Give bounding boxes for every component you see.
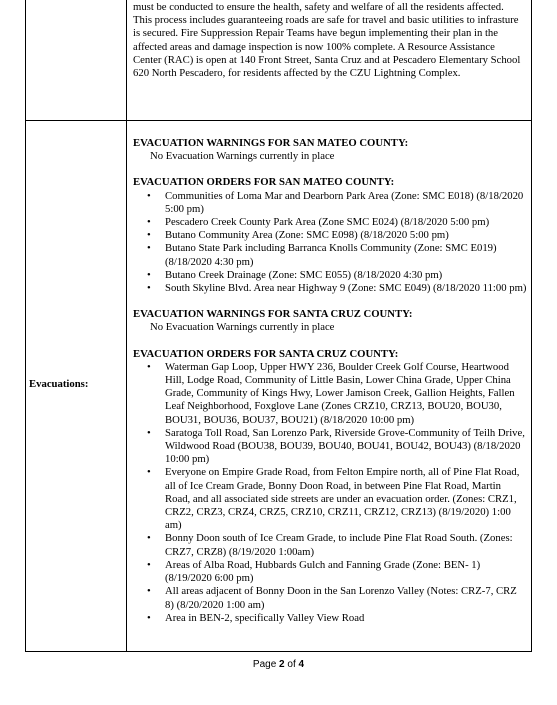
bullet-icon: • [147,558,151,571]
bullet-icon: • [147,189,151,202]
list-item: • Communities of Loma Mar and Dearborn Park Area (Zone: SMC E018) (8/18/2020 5:00 pm) [147,189,524,215]
current-page-number: 2 [279,659,285,670]
evacuations-label: Evacuations: [29,378,89,390]
bullet-icon: • [147,268,151,281]
bullet-icon: • [147,216,151,229]
scc-warnings-heading: EVACUATION WARNINGS FOR SANTA CRUZ COUNTY: [133,308,413,321]
bullet-icon: • [147,532,151,545]
bullet-icon: • [147,611,151,624]
list-item: • Everyone on Empire Grade Road, from Felton Empire north, all of Pine Flat Road, all of Ice Cream Grade, Bonny Doon Road, in between Pine Flat Road, Martin Road, and all associated side streets are under an evacuation order. (Zones: CRZ1, CRZ2, CRZ3, CRZ4, CRZ5, CRZ10, CRZ11, CRZ12, CRZ13) (8/19/2020) 1:00 am) [147,466,520,532]
recovery-text-cell: must be conducted to ensure the health, safety and welfare of all the residents affected. This process includes guaranteeing roads are safe for travel and basic utilities to infrasture is secured. Fire Suppression Repair Teams have begun implementing their plan in the affected areas and damage inspection is now 100% complete. A Resource Assistance Center (RAC) is open at 140 Front Street, Santa Cruz and at Pescadero Elementary School 620 North Pescadero, for residents affected by the CZU Lightning Complex. [133,1,521,80]
list-item: • Areas of Alba Road, Hubbards Gulch and Fanning Grade (Zone: BEN- 1) (8/19/2020 6:00 pm) [147,558,481,585]
bullet-icon: • [147,229,151,242]
column-divider [126,0,127,651]
info-table [25,0,532,652]
smc-orders-list [133,190,527,296]
list-item: • Area in BEN-2, specifically Valley View Road [147,611,365,624]
list-item: • All areas adjacent of Bonny Doon in the San Lorenzo Valley (Notes: CRZ-7, CRZ 8) (8/20/2020 1:00 am) [147,585,517,611]
total-pages-number: 4 [298,659,305,670]
bullet-icon: • [147,282,151,295]
evacuations-cell [133,137,527,625]
scc-orders-heading: EVACUATION ORDERS FOR SANTA CRUZ COUNTY: [133,347,399,360]
page-of: of [284,659,299,670]
list-item: • Butano Community Area (Zone: SMC E098) (8/18/2020 5:00 pm) [147,229,449,242]
list-item: • South Skyline Blvd. Area near Highway 9 (Zone: SMC E049) (8/18/2020 11:00 pm) [147,282,527,295]
scc-warnings-note: No Evacuation Warnings currently in place [150,321,335,334]
list-item: • Butano State Park including Barranca Knolls Community (Zone: SMC E019) (8/18/2020 4:30 pm) [147,242,497,268]
scc-orders-list [133,361,527,625]
smc-orders-heading: EVACUATION ORDERS FOR SAN MATEO COUNTY: [133,176,395,189]
page-footer [0,659,557,670]
list-item: • Bonny Doon south of Ice Cream Grade, to include Pine Flat Road South. (Zones: CRZ7, CRZ8) (8/19/2020 1:00am) [147,532,513,558]
smc-warnings-heading: EVACUATION WARNINGS FOR SAN MATEO COUNTY: [133,137,409,149]
list-item: • Waterman Gap Loop, Upper HWY 236, Boulder Creek Golf Course, Heartwood Hill, Lodge Road, Community of Little Basin, Lower China Grade, Upper China Grade, Community of Kings Hwy, Lower Jamison Creek, Gallion Heights, Fallen Leaf Neighborhood, Foxglove Lane (Zones CRZ10, CRZ13, BOU20, BOU30, BOU31, BOU36, BOU37, BOU21) (8/18/2020 10:00 pm) [147,360,515,426]
bullet-icon: • [147,466,151,479]
list-item: • Saratoga Toll Road, San Lorenzo Park, Riverside Grove-Community of Teilh Drive, Wildwood Road (BOU38, BOU39, BOU40, BOU41, BOU42, BOU43) (8/18/2020 10:00 pm) [147,426,525,466]
bullet-icon: • [147,426,151,439]
bullet-icon: • [147,360,151,373]
list-item: • Butano Creek Drainage (Zone: SMC E055) (8/18/2020 4:30 pm) [147,268,443,281]
smc-warnings-note: No Evacuation Warnings currently in place [150,150,335,163]
bullet-icon: • [147,585,151,598]
row-divider [26,120,531,121]
bullet-icon: • [147,242,151,255]
page-prefix: Page [252,659,280,670]
list-item: • Pescadero Creek County Park Area (Zone SMC E024) (8/18/2020 5:00 pm) [147,216,490,229]
